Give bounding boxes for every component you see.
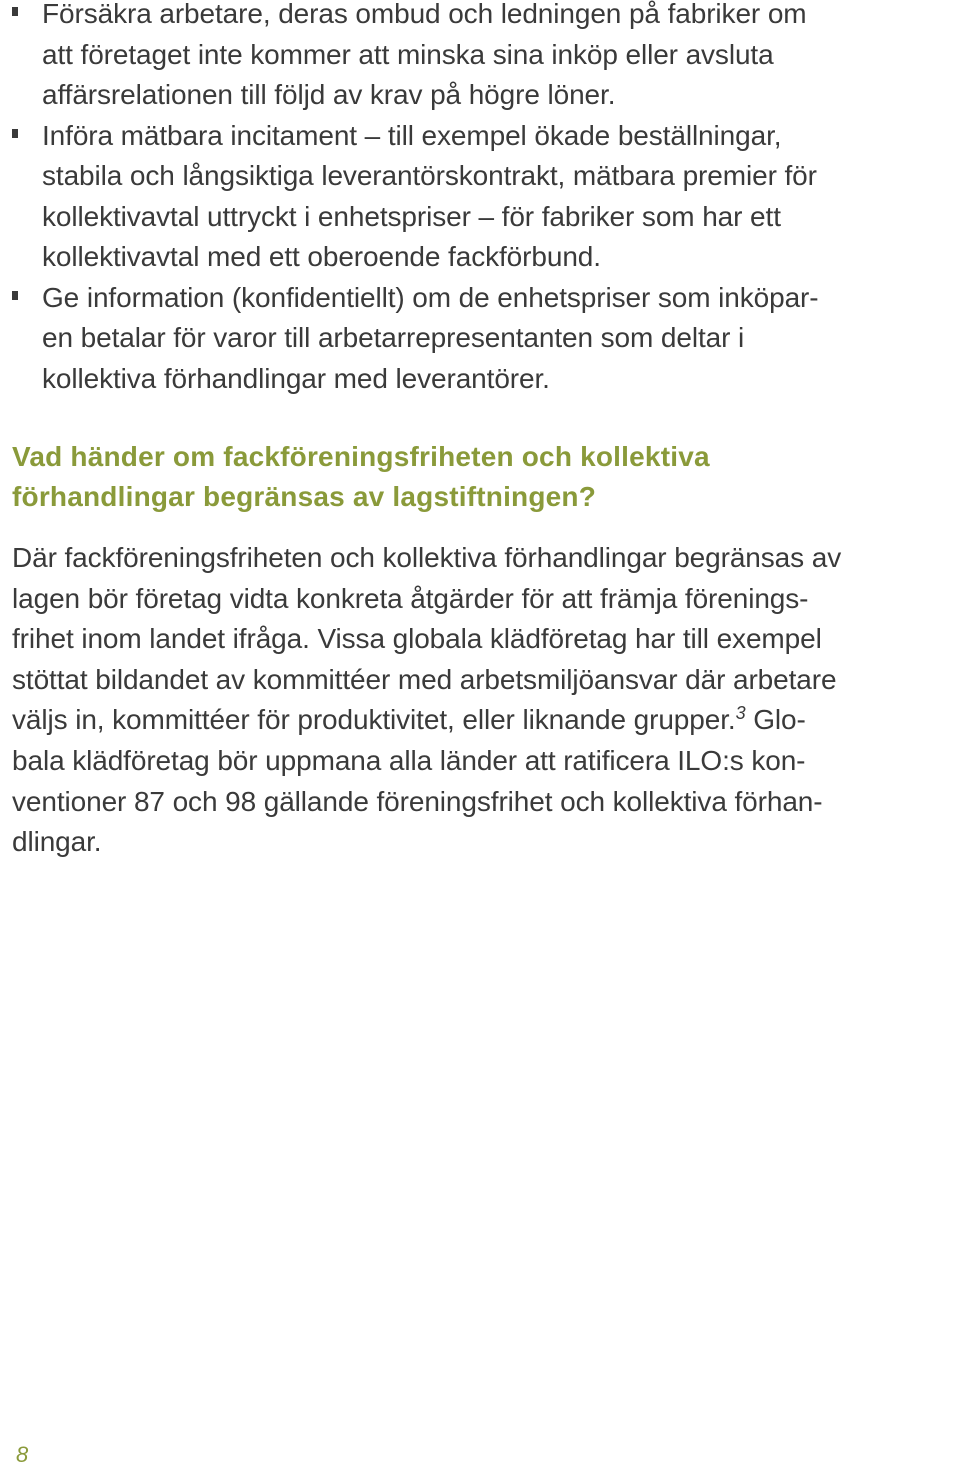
paragraph-text: väljs in, kommittéer för produktivitet, eller liknande grupper. — [12, 704, 736, 736]
bullet-line: Införa mätbara incitament – till exempel ökade beställningar, — [42, 119, 782, 151]
bullet-line: kollektivavtal uttryckt i enhetspriser – för fabriker som har ett — [42, 200, 781, 232]
bullet-item — [12, 116, 942, 278]
footnote-reference[interactable]: 3 — [735, 703, 746, 724]
bullet-line: kollektivavtal med ett oberoende fackförbund. — [42, 241, 601, 272]
document-page — [12, 0, 960, 1470]
square-bullet-icon — [12, 291, 18, 300]
bullet-line: Försäkra arbetare, deras ombud och ledningen på fabriker om — [42, 0, 807, 29]
paragraph-line: stöttat bildandet av kommittéer med arbetsmiljöansvar där arbetare — [12, 663, 837, 695]
paragraph-line: ventioner 87 och 98 gällande föreningsfrihet och kollektiva förhan- — [12, 785, 823, 817]
square-bullet-icon — [12, 129, 18, 138]
bullet-line: Ge information (konfidentiellt) om de enhetspriser som inköpar- — [42, 281, 819, 313]
section-heading — [12, 437, 942, 517]
paragraph-line: bala klädföretag bör uppmana alla länder att ratificera ILO:s kon- — [12, 744, 806, 776]
bullet-list — [12, 0, 942, 399]
paragraph-line: frihet inom landet ifråga. Vissa globala klädföretag har till exempel — [12, 623, 822, 655]
bullet-item — [12, 278, 942, 400]
page-number: 8 — [16, 1442, 29, 1467]
heading-line: Vad händer om fackföreningsfriheten och kollektiva — [12, 441, 710, 472]
paragraph-line — [12, 700, 958, 741]
paragraph-line: Där fackföreningsfriheten och kollektiva förhandlingar begränsas av — [12, 542, 842, 573]
paragraph-line: dlingar. — [12, 826, 102, 858]
bullet-item — [12, 0, 942, 116]
body-paragraph — [12, 538, 958, 863]
bullet-line: affärsrelationen till följd av krav på högre löner. — [42, 79, 616, 110]
heading-line: förhandlingar begränsas av lagstiftningen? — [12, 481, 597, 512]
bullet-line: kollektiva förhandlingar med leverantörer. — [42, 362, 550, 394]
square-bullet-icon — [12, 7, 18, 16]
bullet-line: stabila och långsiktiga leverantörskontrakt, mätbara premier för — [42, 160, 817, 191]
bullet-line: en betalar för varor till arbetarrepresentanten som deltar i — [42, 322, 745, 353]
bullet-line: att företaget inte kommer att minska sina inköp eller avsluta — [42, 38, 774, 70]
paragraph-text: Glo- — [745, 704, 806, 736]
paragraph-line: lagen bör företag vidta konkreta åtgärder för att främja förenings- — [12, 582, 809, 614]
